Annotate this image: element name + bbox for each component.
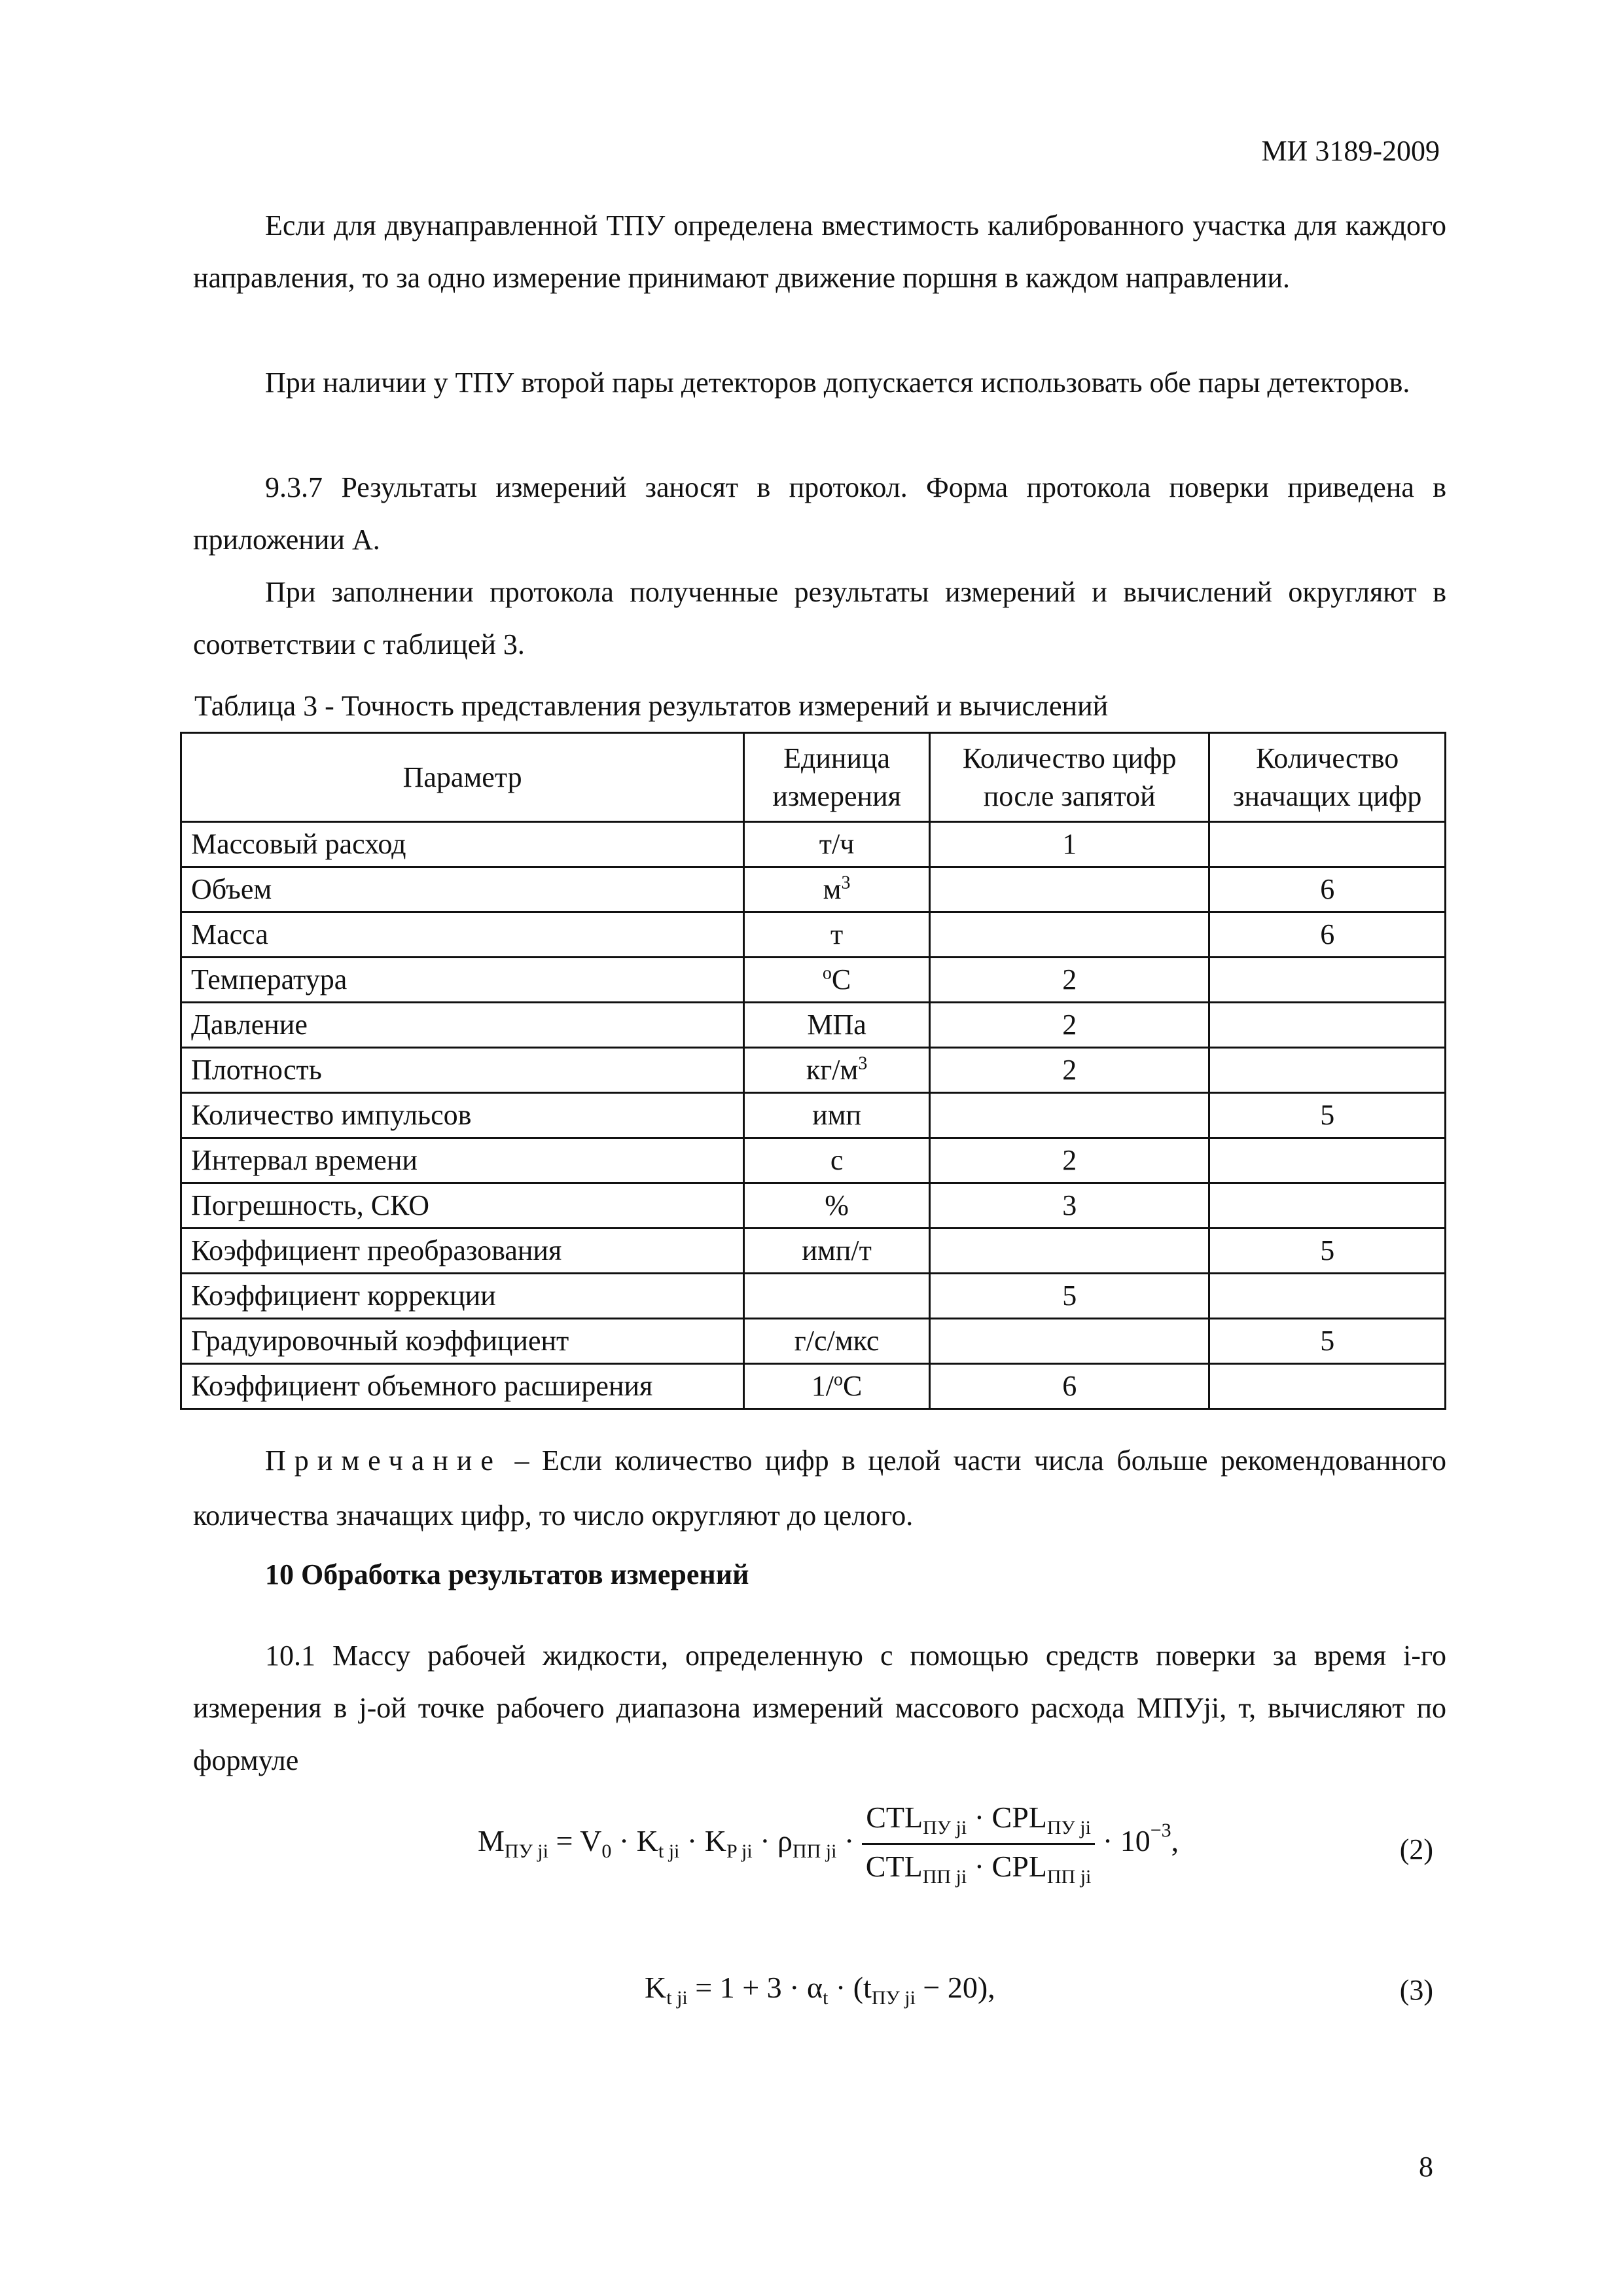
cell-decimals: 1	[930, 822, 1209, 867]
cell-significant: 5	[1209, 1093, 1446, 1138]
cell-unit	[744, 1138, 930, 1183]
cell-unit	[744, 1183, 930, 1229]
table-row	[181, 1183, 1446, 1229]
table-row	[181, 822, 1446, 867]
cell-parameter: Коэффициент преобразования	[181, 1229, 744, 1274]
cell-significant	[1209, 1138, 1446, 1183]
cell-significant: 5	[1209, 1229, 1446, 1274]
table-note	[193, 1433, 1446, 1543]
cell-decimals	[930, 912, 1209, 958]
cell-decimals: 5	[930, 1274, 1209, 1319]
paragraph-bidirectional-prover: Если для двунаправленной ТПУ определена вместимость калиброванного участка для каждого направления, то за одно измерение принимают движение поршня в каждом направлении.	[193, 209, 1446, 294]
unit-text: МПа	[807, 1009, 866, 1041]
cell-decimals: 2	[930, 1048, 1209, 1093]
table-row	[181, 1093, 1446, 1138]
note-text: – Если количество цифр в целой части числа больше рекомендованного количества значащих цифр, то число округляют до целого.	[193, 1444, 1447, 1532]
cell-significant	[1209, 1003, 1446, 1048]
cell-decimals	[930, 867, 1209, 912]
cell-decimals	[930, 1229, 1209, 1274]
unit-text: 1/	[811, 1370, 834, 1402]
unit-text: м	[823, 873, 842, 905]
cell-unit	[744, 1093, 930, 1138]
table-row	[181, 958, 1446, 1003]
table-row	[181, 1048, 1446, 1093]
cell-decimals: 2	[930, 1138, 1209, 1183]
cell-parameter: Градуировочный коэффициент	[181, 1319, 744, 1364]
cell-parameter: Интервал времени	[181, 1138, 744, 1183]
paragraph-second-detector-pair: При наличии у ТПУ второй пары детекторов допускается использовать обе пары детекторов.	[265, 367, 1410, 399]
cell-parameter: Температура	[181, 958, 744, 1003]
formula-fraction: $\frac{CTL_{ПУ ji} \cdot CPL_{ПУ ji}}{CTL_{ПП ji} \cdot CPL_{ПП ji}}$	[862, 1800, 1096, 1888]
unit-text: с	[830, 1144, 844, 1176]
paragraph-mass-calculation: 10.1 Массу рабочей жидкости, определенную с помощью средств поверки за время i-го измерения в j-ой точке рабочего диапазона измерений массового расхода MПУji, т, вычисляют по формуле	[193, 1640, 1446, 1776]
cell-unit	[744, 912, 930, 958]
unit-tail: С	[843, 1370, 863, 1402]
cell-unit	[744, 1048, 930, 1093]
cell-parameter: Погрешность, СКО	[181, 1183, 744, 1229]
unit-text: имп	[812, 1099, 862, 1131]
table-row	[181, 1003, 1446, 1048]
table-row	[181, 1364, 1446, 1409]
equation-number-2: (2)	[1399, 1833, 1433, 1865]
cell-significant	[1209, 1048, 1446, 1093]
unit-text: имп/т	[802, 1234, 872, 1266]
cell-unit	[744, 1319, 930, 1364]
cell-decimals: 2	[930, 958, 1209, 1003]
table-row	[181, 912, 1446, 958]
cell-unit	[744, 822, 930, 867]
section-heading: 10 Обработка результатов измерений	[265, 1558, 749, 1590]
cell-significant: 6	[1209, 912, 1446, 958]
paragraph-results-protocol: 9.3.7 Результаты измерений заносят в протокол. Форма протокола поверки приведена в приложении А.	[193, 471, 1446, 556]
cell-significant	[1209, 822, 1446, 867]
cell-unit	[744, 1274, 930, 1319]
cell-decimals: 2	[930, 1003, 1209, 1048]
cell-parameter: Коэффициент коррекции	[181, 1274, 744, 1319]
cell-significant	[1209, 1274, 1446, 1319]
unit-sup: 3	[841, 872, 851, 893]
cell-unit	[744, 958, 930, 1003]
table-row	[181, 1274, 1446, 1319]
precision-table	[180, 732, 1446, 1410]
unit-text: С	[831, 963, 851, 996]
unit-text: кг/м	[806, 1054, 859, 1086]
table-row	[181, 867, 1446, 912]
document-code: МИ 3189-2009	[1261, 135, 1440, 167]
cell-significant	[1209, 958, 1446, 1003]
unit-text: %	[825, 1189, 849, 1221]
header-decimals: Количество цифр после запятой	[930, 733, 1209, 822]
cell-significant: 6	[1209, 867, 1446, 912]
header-parameter: Параметр	[181, 733, 744, 822]
cell-decimals: 6	[930, 1364, 1209, 1409]
cell-significant	[1209, 1364, 1446, 1409]
cell-decimals	[930, 1319, 1209, 1364]
table-row	[181, 1138, 1446, 1183]
cell-parameter: Коэффициент объемного расширения	[181, 1364, 744, 1409]
cell-parameter: Массовый расход	[181, 822, 744, 867]
formula-mass: $M_{ПУ ji} = V_0 \cdot K_{t ji} \cdot K_{P ji} \cdot \rho_{ПП ji}$ · $\frac{CTL_{ПУ ji} \cdot CPL_{ПУ ji}}{CTL_{ПП ji} \cdot CPL_{ПП ji}}$ · $10^{-3}$,	[478, 1801, 1179, 1888]
cell-parameter: Количество импульсов	[181, 1093, 744, 1138]
unit-sup: о	[834, 1369, 844, 1390]
table-row	[181, 1319, 1446, 1364]
paragraph-rounding: При заполнении протокола полученные результаты измерений и вычислений округляют в соответствии с таблицей 3.	[193, 576, 1446, 660]
cell-decimals: 3	[930, 1183, 1209, 1229]
unit-text: т/ч	[819, 828, 855, 860]
unit-degree-sup: о	[822, 963, 832, 984]
cell-significant: 5	[1209, 1319, 1446, 1364]
table-header-row	[181, 733, 1446, 822]
cell-unit	[744, 867, 930, 912]
equation-number-3: (3)	[1399, 1974, 1433, 2006]
unit-text: г/с/мкс	[794, 1325, 880, 1357]
table-body	[181, 822, 1446, 1409]
cell-parameter: Давление	[181, 1003, 744, 1048]
cell-unit	[744, 1364, 930, 1409]
cell-unit	[744, 1229, 930, 1274]
table-caption: Таблица 3 - Точность представления результатов измерений и вычислений	[194, 690, 1109, 722]
unit-sup: 3	[858, 1053, 868, 1074]
header-unit: Единица измерения	[744, 733, 930, 822]
cell-parameter: Плотность	[181, 1048, 744, 1093]
formula-temperature-coefficient: $K_{t ji} = 1 + 3 \cdot \alpha_t \cdot (t_{ПУ ji} - 20)$,	[645, 1971, 995, 2009]
cell-parameter: Объем	[181, 867, 744, 912]
cell-unit	[744, 1003, 930, 1048]
table-row	[181, 1229, 1446, 1274]
page-number: 8	[1419, 2151, 1433, 2183]
cell-parameter: Масса	[181, 912, 744, 958]
cell-significant	[1209, 1183, 1446, 1229]
unit-text: т	[830, 918, 844, 950]
header-significant: Количество значащих цифр	[1209, 733, 1446, 822]
note-label: Примечание	[265, 1444, 502, 1477]
cell-decimals	[930, 1093, 1209, 1138]
